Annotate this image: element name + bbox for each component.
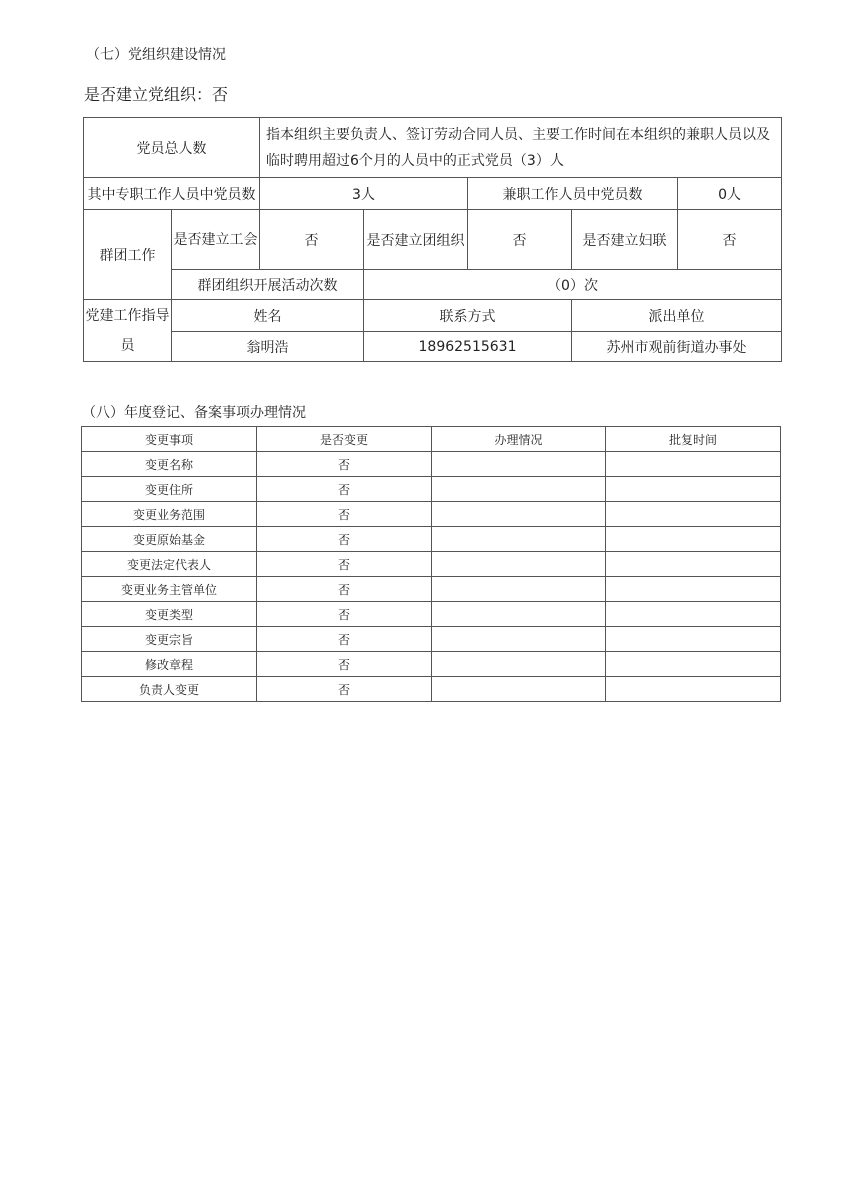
change-item: 修改章程 bbox=[82, 652, 257, 677]
change-item: 变更原始基金 bbox=[82, 527, 257, 552]
table-row bbox=[82, 677, 781, 702]
handling-value bbox=[432, 652, 606, 677]
guide-label: 党建工作指导员 bbox=[84, 300, 172, 362]
guide-header-contact: 联系方式 bbox=[364, 300, 572, 332]
change-item: 变更住所 bbox=[82, 477, 257, 502]
union-label: 是否建立工会 bbox=[172, 210, 260, 270]
changed-value: 否 bbox=[257, 577, 432, 602]
approval-time-value bbox=[606, 577, 781, 602]
table-row bbox=[82, 502, 781, 527]
changed-value: 否 bbox=[257, 552, 432, 577]
changed-value: 否 bbox=[257, 602, 432, 627]
table-row bbox=[82, 602, 781, 627]
handling-value bbox=[432, 502, 606, 527]
guide-header-unit: 派出单位 bbox=[572, 300, 782, 332]
handling-value bbox=[432, 602, 606, 627]
handling-value bbox=[432, 677, 606, 702]
fulltime-members-label: 其中专职工作人员中党员数 bbox=[84, 178, 260, 210]
change-item: 负责人变更 bbox=[82, 677, 257, 702]
table-row bbox=[82, 627, 781, 652]
changed-value: 否 bbox=[257, 652, 432, 677]
handling-value bbox=[432, 452, 606, 477]
approval-time-value bbox=[606, 652, 781, 677]
approval-time-value bbox=[606, 627, 781, 652]
header-change-item: 变更事项 bbox=[82, 427, 257, 452]
women-federation-value: 否 bbox=[678, 210, 782, 270]
table-row bbox=[82, 452, 781, 477]
changed-value: 否 bbox=[257, 502, 432, 527]
approval-time-value bbox=[606, 677, 781, 702]
section-7-heading: （七）党组织建设情况 bbox=[86, 47, 226, 63]
approval-time-value bbox=[606, 527, 781, 552]
approval-time-value bbox=[606, 552, 781, 577]
handling-value bbox=[432, 577, 606, 602]
header-approval-time: 批复时间 bbox=[606, 427, 781, 452]
change-item: 变更名称 bbox=[82, 452, 257, 477]
table-row bbox=[82, 552, 781, 577]
handling-value bbox=[432, 527, 606, 552]
changed-value: 否 bbox=[257, 477, 432, 502]
registration-changes-table bbox=[81, 426, 781, 702]
party-building-table bbox=[83, 117, 782, 362]
table-row bbox=[82, 527, 781, 552]
section-8-heading: （八）年度登记、备案事项办理情况 bbox=[82, 405, 306, 421]
party-total-description: 指本组织主要负责人、签订劳动合同人员、主要工作时间在本组织的兼职人员以及临时聘用超过6个月的人员中的正式党员（3）人 bbox=[260, 118, 782, 178]
table-row bbox=[82, 577, 781, 602]
youth-league-value: 否 bbox=[468, 210, 572, 270]
approval-time-value bbox=[606, 452, 781, 477]
activity-count-label: 群团组织开展活动次数 bbox=[172, 270, 364, 300]
party-total-label: 党员总人数 bbox=[84, 118, 260, 178]
guide-unit-value: 苏州市观前街道办事处 bbox=[572, 332, 782, 362]
guide-header-name: 姓名 bbox=[172, 300, 364, 332]
change-item: 变更法定代表人 bbox=[82, 552, 257, 577]
changed-value: 否 bbox=[257, 452, 432, 477]
change-item: 变更业务主管单位 bbox=[82, 577, 257, 602]
parttime-members-value: 0人 bbox=[678, 178, 782, 210]
header-changed: 是否变更 bbox=[257, 427, 432, 452]
handling-value bbox=[432, 552, 606, 577]
youth-league-label: 是否建立团组织 bbox=[364, 210, 468, 270]
handling-value bbox=[432, 477, 606, 502]
guide-name-value: 翁明浩 bbox=[172, 332, 364, 362]
approval-time-value bbox=[606, 502, 781, 527]
approval-time-value bbox=[606, 477, 781, 502]
party-org-established: 是否建立党组织：否 bbox=[84, 85, 229, 104]
mass-work-label: 群团工作 bbox=[84, 210, 172, 300]
changed-value: 否 bbox=[257, 677, 432, 702]
handling-value bbox=[432, 627, 606, 652]
table-row bbox=[82, 477, 781, 502]
change-item: 变更类型 bbox=[82, 602, 257, 627]
table-row bbox=[82, 652, 781, 677]
parttime-members-label: 兼职工作人员中党员数 bbox=[468, 178, 678, 210]
women-federation-label: 是否建立妇联 bbox=[572, 210, 678, 270]
change-item: 变更宗旨 bbox=[82, 627, 257, 652]
change-item: 变更业务范围 bbox=[82, 502, 257, 527]
header-handling: 办理情况 bbox=[432, 427, 606, 452]
approval-time-value bbox=[606, 602, 781, 627]
guide-contact-value: 18962515631 bbox=[364, 332, 572, 362]
changed-value: 否 bbox=[257, 527, 432, 552]
union-value: 否 bbox=[260, 210, 364, 270]
activity-count-value: （0）次 bbox=[364, 270, 782, 300]
changed-value: 否 bbox=[257, 627, 432, 652]
fulltime-members-value: 3人 bbox=[260, 178, 468, 210]
